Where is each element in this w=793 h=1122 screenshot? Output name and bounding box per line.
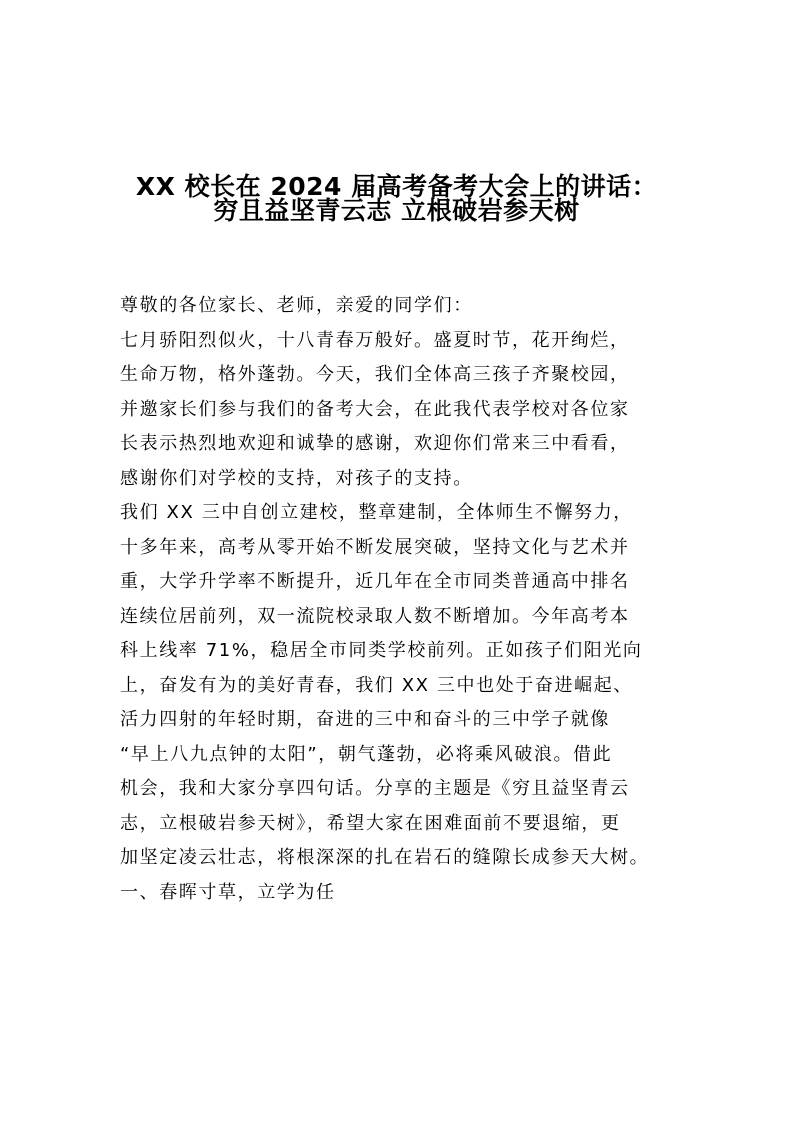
body-line: 科上线率 71%，稳居全市同类学校前列。正如孩子们阳光向 xyxy=(120,640,643,661)
body-line: 我们 XX 三中自创立建校，整章建制，全体师生不懈努力， xyxy=(120,502,633,523)
body-line: 七月骄阳烈似火，十八青春万般好。盛夏时节，花开绚烂， xyxy=(120,329,630,351)
section-heading: 一、春晖寸草，立学为任 xyxy=(120,881,336,903)
salutation: 尊敬的各位家长、老师，亲爱的同学们： xyxy=(120,295,473,316)
body-line: 感谢你们对学校的支持，对孩子的支持。 xyxy=(120,467,473,489)
body-line: “早上八九点钟的太阳”，朝气蓬勃，必将乘风破浪。借此 xyxy=(120,743,613,765)
speech-body xyxy=(120,289,700,910)
body-line: 加坚定凌云壮志，将根深深的扎在岩石的缝隙长成参天大树。 xyxy=(120,847,650,868)
body-line: 连续位居前列，双一流院校录取人数不断增加。今年高考本 xyxy=(120,605,630,627)
body-line: 上，奋发有为的美好青春，我们 XX 三中也处于奋进崛起、 xyxy=(120,674,633,696)
body-line: 志，立根破岩参天树》，希望大家在困难面前不要退缩，更 xyxy=(120,812,621,834)
body-line: 机会，我和大家分享四句话。分享的主题是《穷且益坚青云 xyxy=(120,778,630,799)
body-line: 十多年来，高考从零开始不断发展突破，坚持文化与艺术并 xyxy=(120,536,630,558)
body-line: 活力四射的年轻时期，奋进的三中和奋斗的三中学子就像 xyxy=(120,709,610,730)
body-line: 生命万物，格外蓬勃。今天，我们全体高三孩子齐聚校园， xyxy=(120,364,630,385)
title-line-2: 穷且益坚青云志 立根破岩参天树 xyxy=(213,196,580,225)
title-line-1: XX 校长在 2024 届高考备考大会上的讲话： xyxy=(135,172,658,201)
body-line: 长表示热烈地欢迎和诚挚的感谢，欢迎你们常来三中看看， xyxy=(120,433,630,454)
body-line: 重，大学升学率不断提升，近几年在全市同类普通高中排名 xyxy=(120,571,630,592)
body-line: 并邀家长们参与我们的备考大会，在此我代表学校对各位家 xyxy=(120,398,630,420)
